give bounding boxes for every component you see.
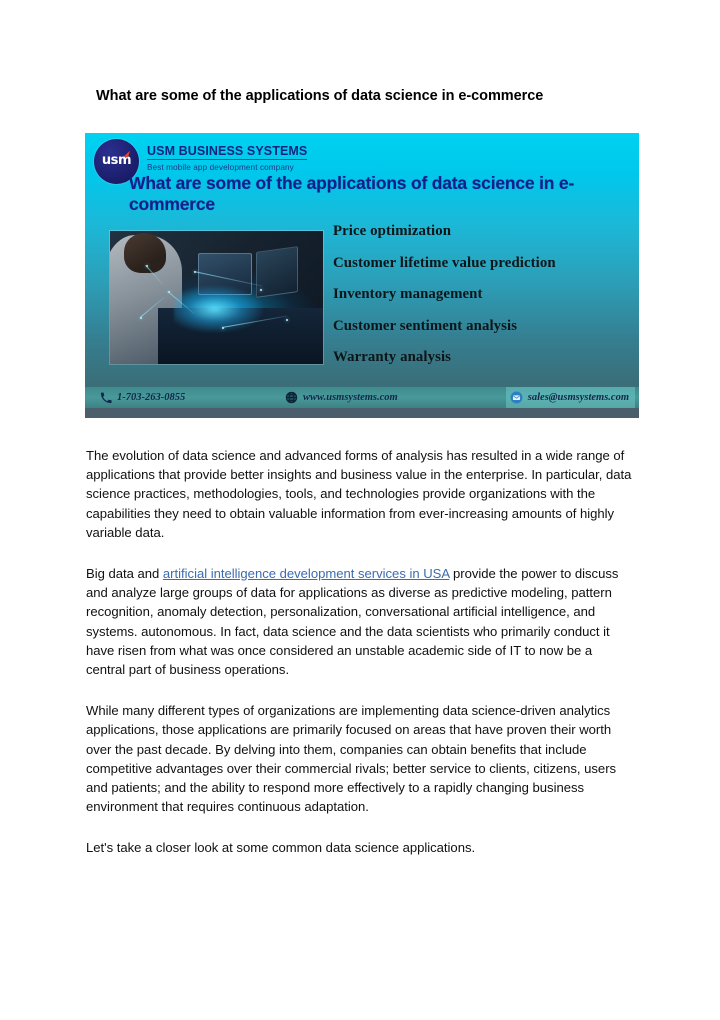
banner-photo — [110, 231, 323, 364]
banner-bottom-strip — [85, 408, 639, 418]
ai-services-link[interactable]: artificial intelligence development services in USA — [162, 566, 450, 582]
paragraph-4: Let's take a closer look at some common data science applications. — [86, 840, 476, 856]
banner-contact-bar — [85, 387, 639, 408]
logo-mark-text: usm — [101, 153, 132, 168]
contact-phone-text: 1-703-263-0855 — [117, 392, 186, 403]
article-body — [86, 446, 634, 858]
contact-phone — [99, 387, 185, 408]
list-item: Warranty analysis — [333, 349, 452, 365]
page-title: What are some of the applications of data science in e-commerce — [96, 88, 544, 104]
list-item: Inventory management — [333, 286, 483, 302]
list-item: Customer lifetime value prediction — [333, 254, 556, 271]
list-item: Price optimization — [333, 223, 452, 239]
applications-list — [333, 223, 633, 381]
contact-email-text: sales@usmsystems.com — [527, 392, 629, 403]
globe-icon — [285, 391, 298, 404]
paragraph-2 — [86, 564, 634, 679]
email-icon — [510, 391, 523, 404]
banner-headline: What are some of the applications of data science in e-commerce — [129, 173, 575, 214]
promo-banner — [85, 133, 639, 418]
contact-website — [285, 387, 398, 408]
company-tagline: Best mobile app development company — [147, 163, 294, 172]
list-item: Customer sentiment analysis — [333, 317, 518, 334]
paragraph-3: While many different types of organizations are implementing data science-driven analytics applications, those applications are primarily focused on areas that have proven their worth over the past decade. By delving into them, companies can obtain benefits that include competitive advantages over their commercial rivals; better service to clients, citizens, users and patients; and the ability to respond more effectively to a rapidly changing business environment that requires continuous adaptation. — [86, 703, 617, 815]
paragraph-2-tail: provide the power to discuss and analyze large groups of data for applications as diverse as predictive modeling, pattern recognition, anomaly detection, personalization, conversational artificial intelligence, and systems. autonomous. In fact, data science and the data scientists who primarily conduct it have risen from what was once considered an unstable academic side of IT to now be a central part of business operations. — [86, 566, 619, 678]
contact-email — [506, 387, 635, 408]
company-name: USM BUSINESS SYSTEMS — [147, 144, 308, 158]
contact-website-text: www.usmsystems.com — [303, 392, 398, 403]
paragraph-1: The evolution of data science and advanced forms of analysis has resulted in a wide range of applications that provide better insights and business value in the enterprise. In particular, data science practices, methodologies, tools, and technologies provide organizations with the capabilities they need to obtain valuable information from ever-increasing amounts of highly variable data. — [86, 448, 632, 540]
paragraph-2-lead: Big data and — [86, 566, 163, 582]
photo-head-shape — [124, 233, 166, 273]
phone-icon — [99, 391, 112, 404]
